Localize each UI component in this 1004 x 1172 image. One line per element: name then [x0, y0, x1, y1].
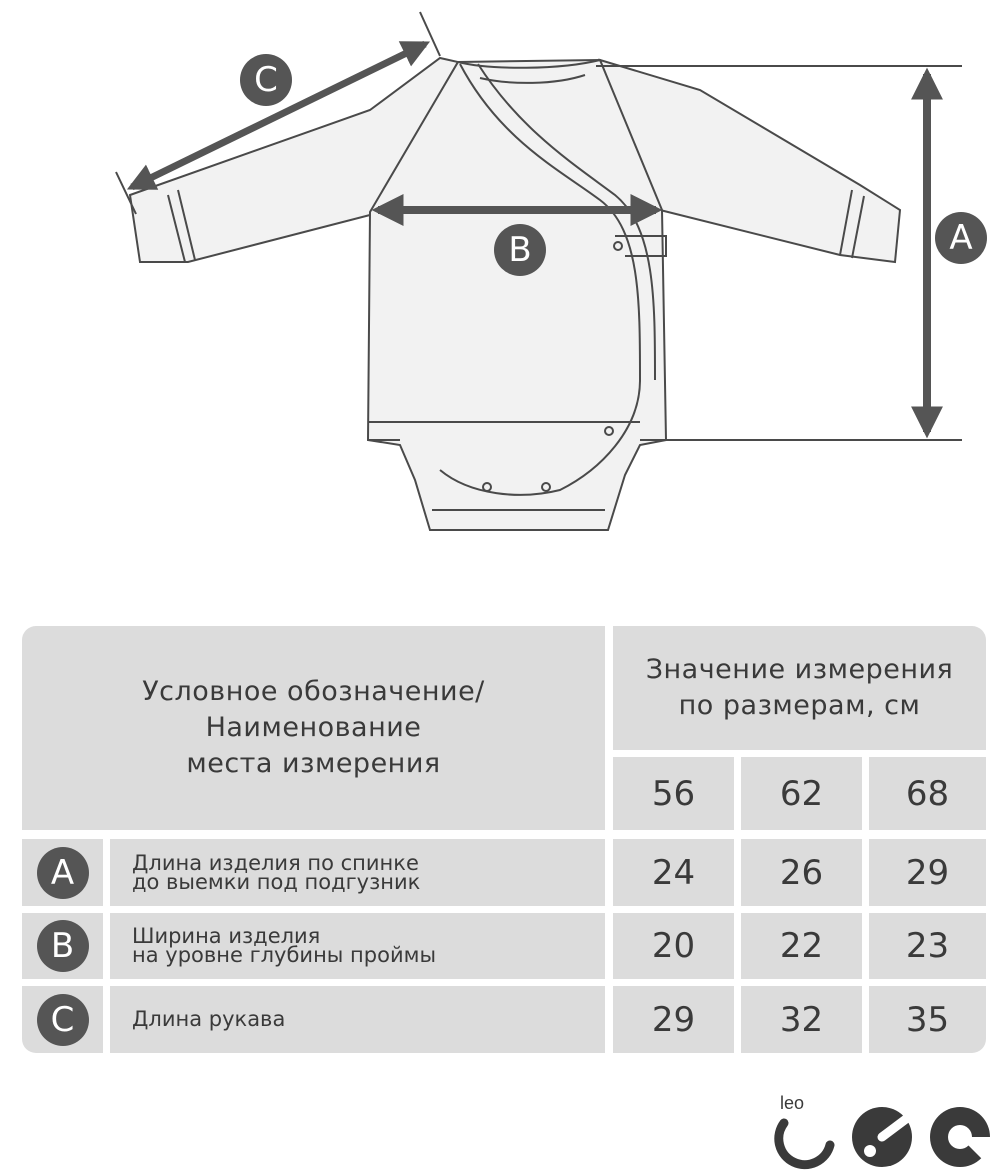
header-values-cell: [613, 626, 986, 750]
row-c-code-cell: [22, 986, 103, 1053]
size-62-cell: 62: [741, 757, 862, 830]
logo-text: leo: [780, 1093, 805, 1113]
row-a-desc-cell: Длина изделия по спинке до выемки под подгузник: [110, 839, 605, 906]
size-56-cell: 56: [613, 757, 734, 830]
label-b-badge: B: [494, 224, 546, 276]
measure-c-guide-right: [420, 12, 440, 56]
header-designation-text: Условное обозначение/ Наименование места измерения: [142, 676, 485, 779]
row-b-value-68: 23: [869, 913, 986, 979]
header-values-text: Значение измерения по размерам, см: [645, 654, 954, 721]
snap-button: [614, 242, 622, 250]
row-b-value-56: 20: [613, 913, 734, 979]
label-c-badge: C: [240, 54, 292, 106]
row-b-badge: B: [37, 920, 89, 972]
snap-button: [542, 483, 550, 491]
row-c-badge: C: [37, 994, 89, 1046]
row-c-value-56: 29: [613, 986, 734, 1053]
row-a-value-68: 29: [869, 839, 986, 906]
row-a-badge: A: [37, 847, 89, 899]
brand-logo: [770, 1085, 1000, 1170]
snap-button: [483, 483, 491, 491]
label-a-badge: A: [935, 212, 987, 264]
row-b-desc-cell: Ширина изделия на уровне глубины проймы: [110, 913, 605, 979]
row-a-code-cell: [22, 839, 103, 906]
row-a-value-56: 24: [613, 839, 734, 906]
row-a-value-62: 26: [741, 839, 862, 906]
row-c-value-62: 32: [741, 986, 862, 1053]
header-designation-cell: [22, 626, 605, 830]
row-b-value-62: 22: [741, 913, 862, 979]
snap-button: [605, 427, 613, 435]
row-c-desc-cell: Длина рукава: [110, 986, 605, 1053]
row-b-code-cell: [22, 913, 103, 979]
logo-l-shape: [779, 1123, 830, 1165]
size-68-cell: 68: [869, 757, 986, 830]
row-c-value-68: 35: [869, 986, 986, 1053]
